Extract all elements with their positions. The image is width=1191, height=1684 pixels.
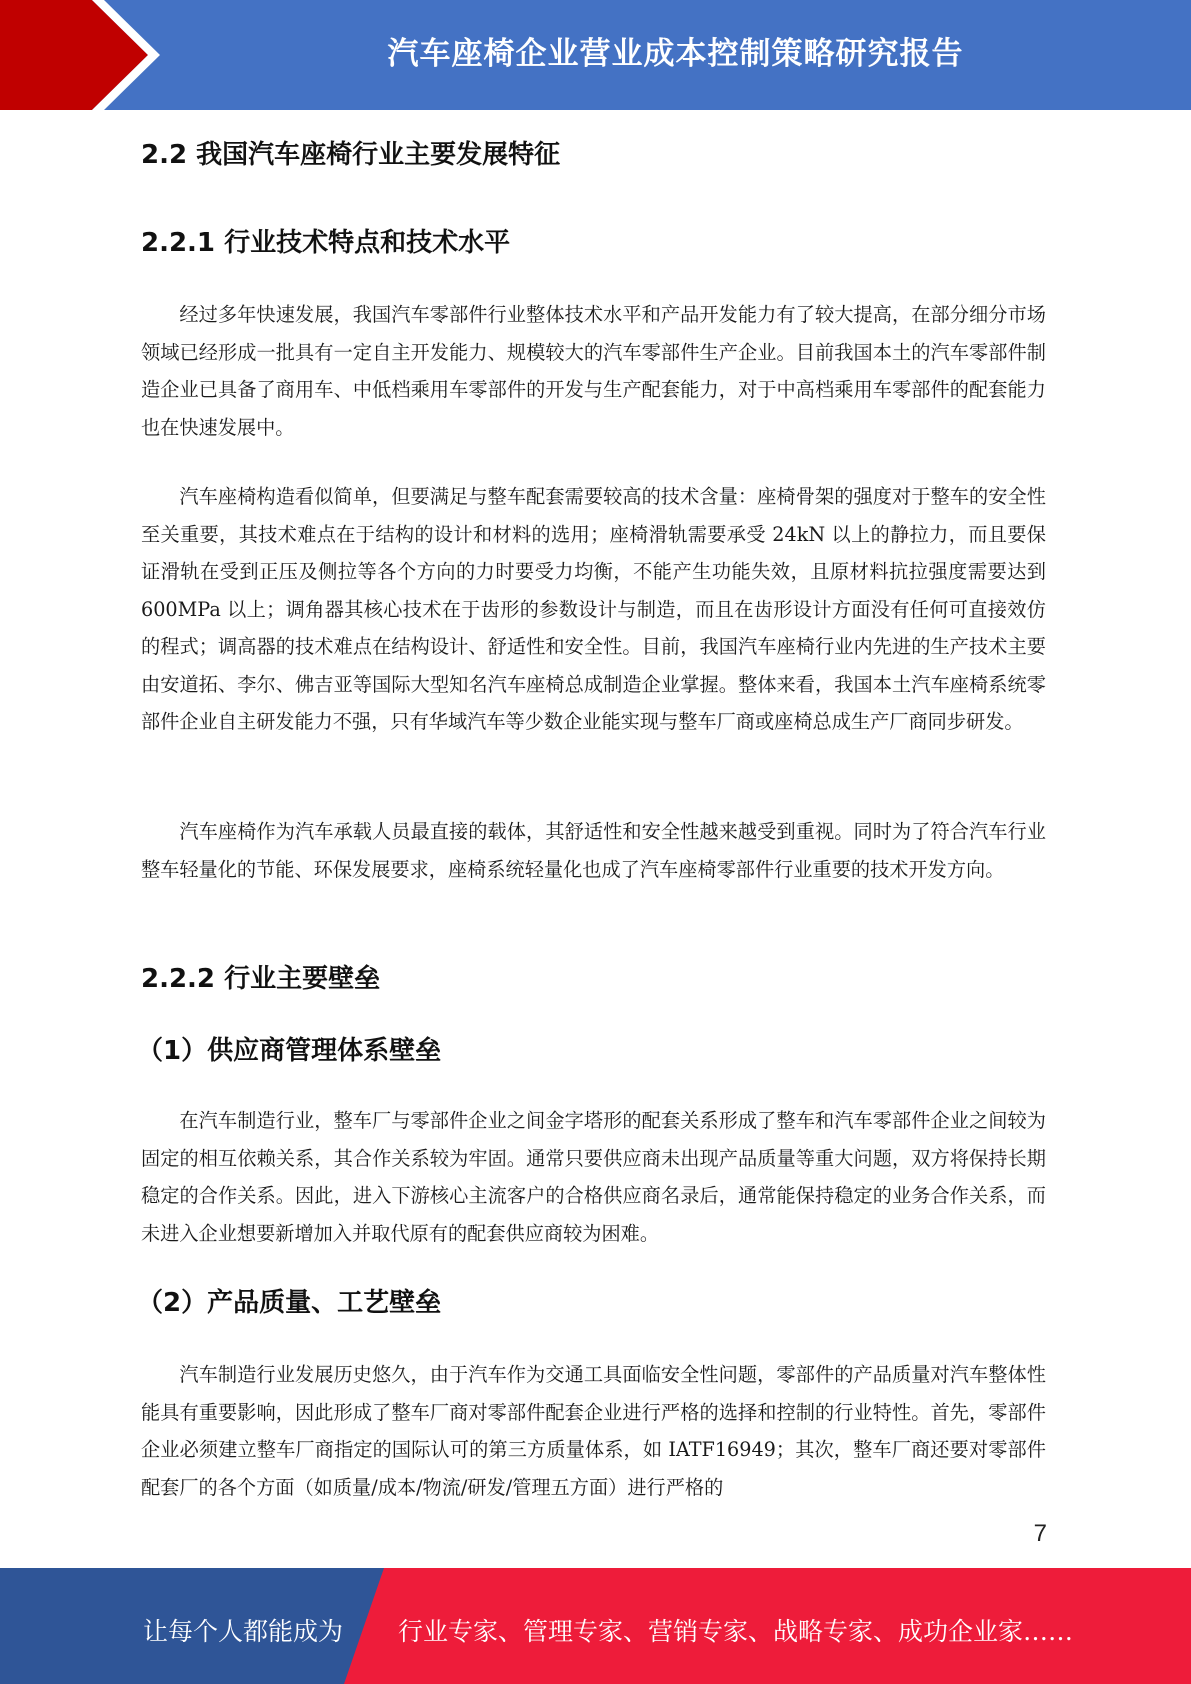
paragraph-lightweight: 汽车座椅作为汽车承载人员最直接的载体，其舒适性和安全性越来越受到重视。同时为了符合汽车行业整车轻量化的节能、环保发展要求，座椅系统轻量化也成了汽车座椅零部件行业重要的技术开发方向。: [141, 820, 1046, 881]
paragraph-seat-structure: 汽车座椅构造看似简单，但要满足与整车配套需要较高的技术含量：座椅骨架的强度对于整车的安全性至关重要，其技术难点在于结构的设计和材料的选用；座椅滑轨需要承受 24kN 以上的静拉力，而且要保证滑轨在受到正压及侧拉等各个方向的力时要受力均衡，不能产生功能失效，且原材料抗拉强度需要达到 600MPa 以上；调角器其核心技术在于齿形的参数设计与制造，而且在齿形设计方面没有任何可直接效仿的程式；调高器的技术难点在结构设计、舒适性和安全性。目前，我国汽车座椅行业内先进的生产技术主要由安道拓、李尔、佛吉亚等国际大型知名汽车座椅总成制造企业掌握。整体来看，我国本土汽车座椅系统零部件企业自主研发能力不强，只有华域汽车等少数企业能实现与整车厂商或座椅总成生产厂商同步研发。: [141, 485, 1046, 733]
barrier-heading-quality: （2）产品质量、工艺壁垒: [137, 1288, 442, 1318]
footer-slogan-left: 让每个人都能成为: [143, 1617, 344, 1646]
barrier-heading-supplier: （1）供应商管理体系壁垒: [137, 1036, 442, 1066]
report-title: 汽车座椅企业营业成本控制策略研究报告: [387, 36, 964, 72]
page-footer: [0, 1568, 1191, 1684]
page-number: 7: [1033, 1520, 1047, 1547]
footer-slogan-right: 行业专家、管理专家、营销专家、战略专家、成功企业家……: [398, 1617, 1074, 1646]
section-heading: 2.2 我国汽车座椅行业主要发展特征: [141, 140, 561, 170]
paragraph-tech-level: 经过多年快速发展，我国汽车零部件行业整体技术水平和产品开发能力有了较大提高，在部分细分市场领域已经形成一批具有一定自主开发能力、规模较大的汽车零部件生产企业。目前我国本土的汽车零部件制造企业已具备了商用车、中低档乘用车零部件的开发与生产配套能力，对于中高档乘用车零部件的配套能力也在快速发展中。: [141, 303, 1046, 439]
subsection-heading-barriers: 2.2.2 行业主要壁垒: [141, 964, 381, 994]
page-header: [0, 0, 1191, 110]
subsection-heading-technology: 2.2.1 行业技术特点和技术水平: [141, 228, 511, 258]
paragraph-supplier-barrier: 在汽车制造行业，整车厂与零部件企业之间金字塔形的配套关系形成了整车和汽车零部件企业之间较为固定的相互依赖关系，其合作关系较为牢固。通常只要供应商未出现产品质量等重大问题，双方将保持长期稳定的合作关系。因此，进入下游核心主流客户的合格供应商名录后，通常能保持稳定的业务合作关系，而未进入企业想要新增加入并取代原有的配套供应商较为困难。: [141, 1109, 1046, 1245]
paragraph-quality-barrier: 汽车制造行业发展历史悠久，由于汽车作为交通工具面临安全性问题，零部件的产品质量对汽车整体性能具有重要影响，因此形成了整车厂商对零部件配套企业进行严格的选择和控制的行业特性。首先，零部件企业必须建立整车厂商指定的国际认可的第三方质量体系，如 IATF16949；其次，整车厂商还要对零部件配套厂的各个方面（如质量/成本/物流/研发/管理五方面）进行严格的: [141, 1363, 1046, 1499]
